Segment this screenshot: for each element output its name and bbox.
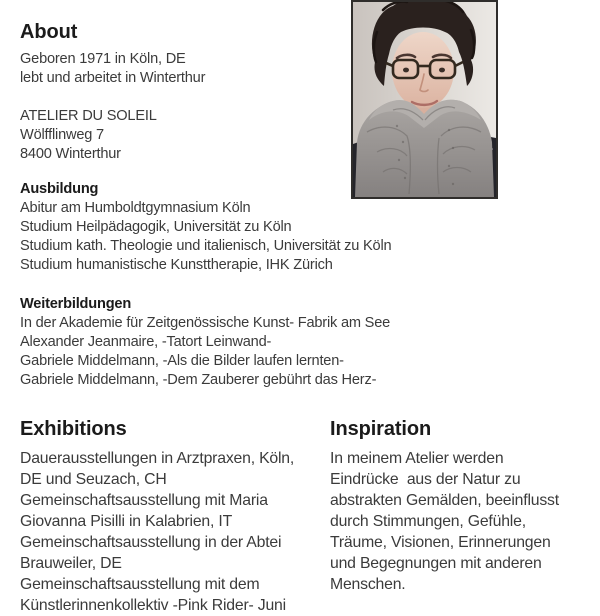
- inspiration-line: durch Stimmungen, Gefühle,: [330, 513, 526, 530]
- further-training-item: In der Akademie für Zeitgenössische Kunst- Fabrik am See: [20, 315, 391, 331]
- inspiration-section: [330, 419, 596, 595]
- exhibitions-line: Gemeinschaftsausstellung mit Maria: [20, 492, 268, 509]
- portrait-photo-graphic: [353, 2, 496, 197]
- inspiration-line: abstrakten Gemälden, beeinflusst: [330, 492, 559, 509]
- exhibitions-list: [20, 448, 325, 616]
- portrait-photo: [351, 0, 498, 199]
- exhibitions-line: Brauweiler, DE: [20, 555, 122, 572]
- education-item: Studium Heilpädagogik, Universität zu Köln: [20, 219, 292, 235]
- education-heading: Ausbildung: [20, 181, 99, 197]
- further-training-item: Alexander Jeanmaire, -Tatort Leinwand-: [20, 334, 272, 350]
- about-title: About: [20, 21, 78, 43]
- further-training-item: Gabriele Middelmann, -Dem Zauberer gebührt das Herz-: [20, 372, 377, 388]
- further-training-heading: Weiterbildungen: [20, 296, 132, 312]
- exhibitions-line: DE und Seuzach, CH: [20, 471, 167, 488]
- education-list: [20, 199, 480, 275]
- exhibitions-title: Exhibitions: [20, 418, 127, 440]
- exhibitions-line: Künstlerinnenkollektiv -Pink Rider- Juni: [20, 597, 286, 614]
- inspiration-text: [330, 448, 596, 595]
- address-line: ATELIER DU SOLEIL: [20, 108, 157, 124]
- about-intro-line: Geboren 1971 in Köln, DE: [20, 51, 186, 67]
- inspiration-line: Träume, Visionen, Erinnerungen: [330, 534, 551, 551]
- address-line: Wölfflinweg 7: [20, 127, 104, 143]
- inspiration-line: Eindrücke aus der Natur zu: [330, 471, 521, 488]
- inspiration-title: Inspiration: [330, 418, 432, 440]
- exhibitions-line: Gemeinschaftsausstellung in der Abtei: [20, 534, 282, 551]
- inspiration-line: In meinem Atelier werden: [330, 450, 504, 467]
- address-line: 8400 Winterthur: [20, 146, 121, 162]
- inspiration-line: und Begegnungen mit anderen: [330, 555, 542, 572]
- education-item: Abitur am Humboldtgymnasium Köln: [20, 200, 251, 216]
- exhibitions-line: Giovanna Pisilli in Kalabrien, IT: [20, 513, 233, 530]
- further-training-item: Gabriele Middelmann, -Als die Bilder laufen lernten-: [20, 353, 344, 369]
- exhibitions-line: Dauerausstellungen in Arztpraxen, Köln,: [20, 450, 295, 467]
- education-item: Studium humanistische Kunsttherapie, IHK Zürich: [20, 257, 333, 273]
- further-training-list: [20, 314, 480, 390]
- exhibitions-line: Gemeinschaftsausstellung mit dem: [20, 576, 260, 593]
- education-item: Studium kath. Theologie und italienisch, Universität zu Köln: [20, 238, 392, 254]
- inspiration-line: Menschen.: [330, 576, 406, 593]
- exhibitions-section: [20, 419, 325, 616]
- about-intro-line: lebt und arbeitet in Winterthur: [20, 70, 206, 86]
